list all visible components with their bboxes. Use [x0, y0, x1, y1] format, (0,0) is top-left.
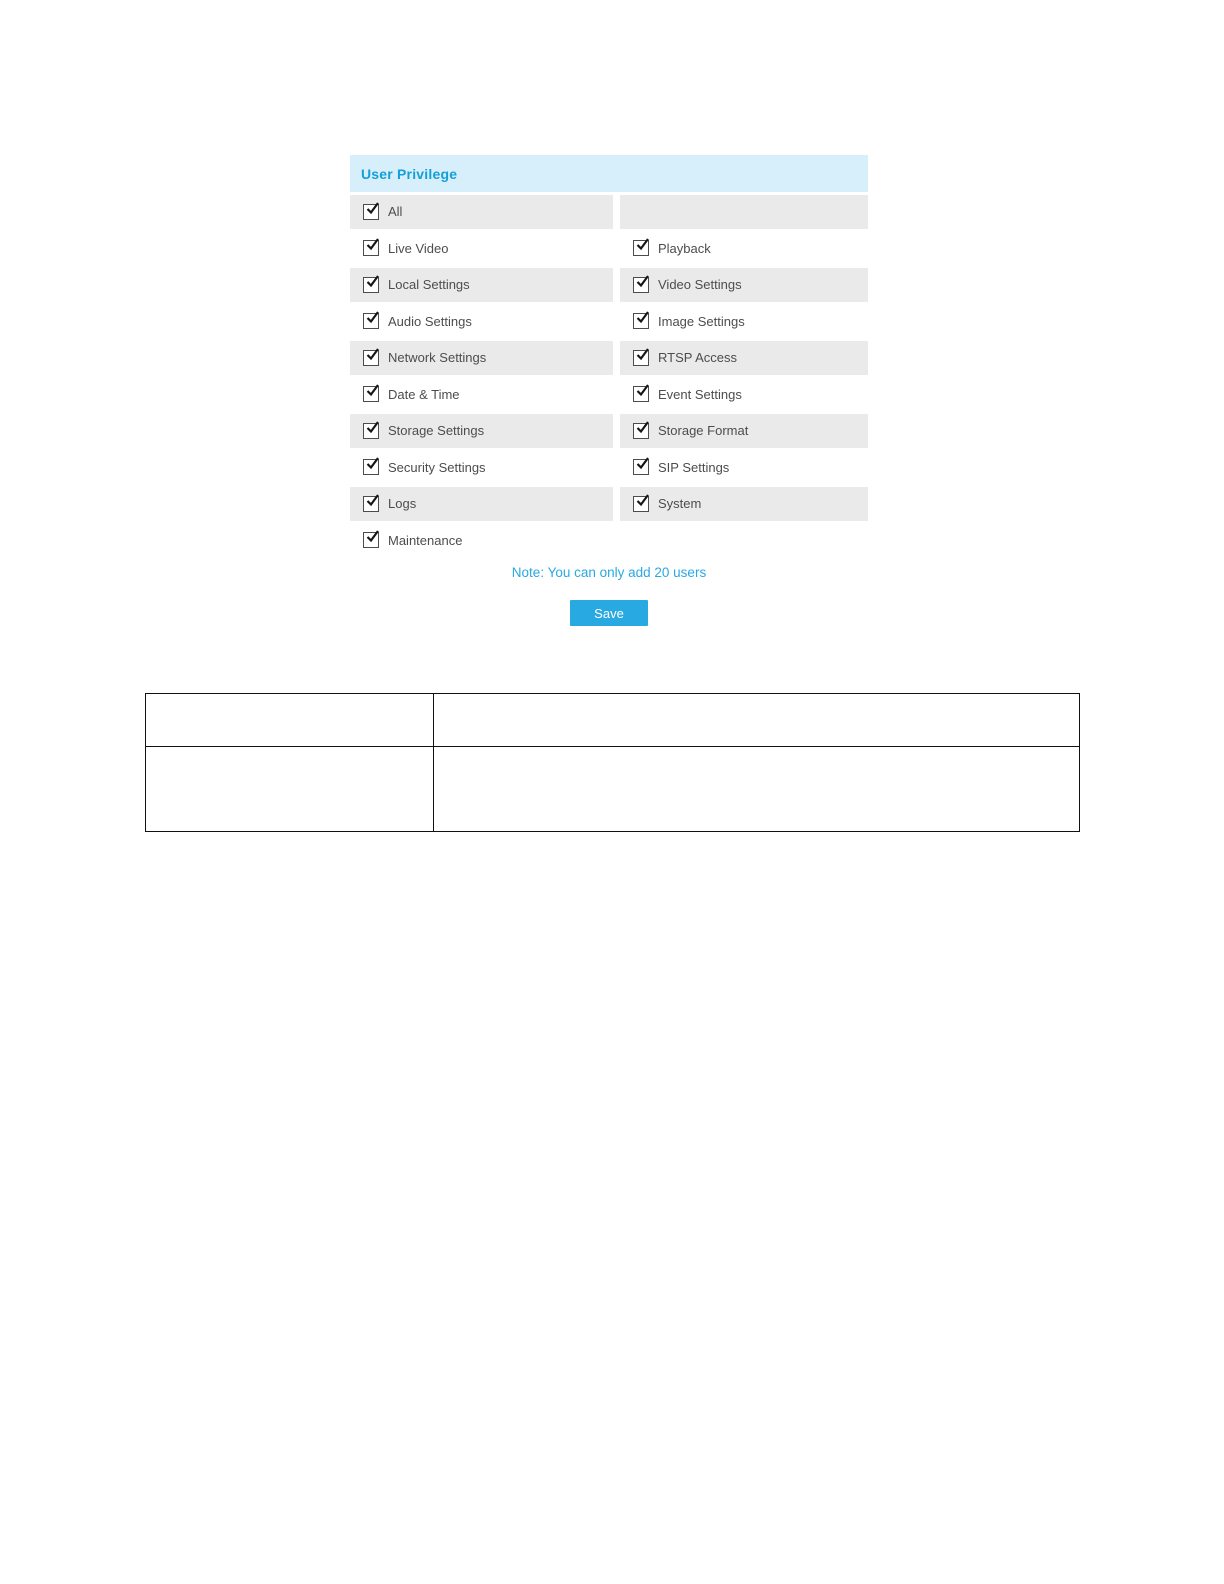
- panel-title: User Privilege: [361, 165, 458, 182]
- privilege-item-live-video: [350, 232, 613, 266]
- privilege-item-video-settings: [620, 268, 868, 302]
- privilege-item-network-settings: [350, 341, 613, 375]
- privilege-label: System: [658, 496, 702, 512]
- privilege-item-storage-settings: [350, 414, 613, 448]
- privilege-label: Playback: [658, 240, 711, 256]
- privilege-label: Date & Time: [388, 386, 460, 402]
- privilege-item-audio-settings: [350, 305, 613, 339]
- privilege-item-image-settings: [620, 305, 868, 339]
- checkbox-checked-icon[interactable]: [633, 386, 649, 402]
- checkbox-checked-icon[interactable]: [363, 459, 379, 475]
- user-privilege-panel: [350, 155, 868, 626]
- privilege-item-date-time: [350, 378, 613, 412]
- table-cell: [146, 694, 434, 747]
- privilege-label: Network Settings: [388, 350, 487, 366]
- privilege-item-maintenance: [350, 524, 613, 558]
- table-cell: [434, 747, 1080, 832]
- privilege-label: All: [388, 204, 403, 220]
- checkbox-checked-icon[interactable]: [363, 532, 379, 548]
- checkbox-checked-icon[interactable]: [633, 350, 649, 366]
- privilege-label: Event Settings: [658, 386, 742, 402]
- privilege-row: [350, 524, 868, 558]
- table-row: [146, 747, 1080, 832]
- checkbox-checked-icon[interactable]: [363, 386, 379, 402]
- privilege-row: [350, 341, 868, 375]
- privilege-item-sip-settings: [620, 451, 868, 485]
- privilege-label: Logs: [388, 496, 417, 512]
- checkbox-checked-icon[interactable]: [633, 423, 649, 439]
- checkbox-checked-icon[interactable]: [633, 313, 649, 329]
- privilege-label: Live Video: [388, 240, 449, 256]
- privilege-item-logs: [350, 487, 613, 521]
- privilege-item-empty: [620, 524, 868, 558]
- checkbox-checked-icon[interactable]: [633, 496, 649, 512]
- privilege-rows: [350, 195, 868, 557]
- privilege-label: Image Settings: [658, 313, 745, 329]
- table-cell: [434, 694, 1080, 747]
- note-text: Note: You can only add 20 users: [511, 565, 707, 580]
- privilege-item-event-settings: [620, 378, 868, 412]
- checkbox-checked-icon[interactable]: [633, 240, 649, 256]
- privilege-row: [350, 487, 868, 521]
- checkbox-checked-icon[interactable]: [363, 350, 379, 366]
- privilege-row: [350, 195, 868, 229]
- privilege-item-playback: [620, 232, 868, 266]
- privilege-label: Maintenance: [388, 532, 463, 548]
- privilege-row: [350, 378, 868, 412]
- privilege-label: Local Settings: [388, 277, 470, 293]
- checkbox-checked-icon[interactable]: [363, 240, 379, 256]
- info-table: [145, 693, 1080, 832]
- privilege-label: Video Settings: [658, 277, 742, 293]
- privilege-label: RTSP Access: [658, 350, 737, 366]
- checkbox-checked-icon[interactable]: [363, 313, 379, 329]
- checkbox-checked-icon[interactable]: [363, 277, 379, 293]
- privilege-item-local-settings: [350, 268, 613, 302]
- privilege-label: SIP Settings: [658, 459, 730, 475]
- privilege-label: Security Settings: [388, 459, 486, 475]
- privilege-item-storage-format: [620, 414, 868, 448]
- checkbox-checked-icon[interactable]: [363, 204, 379, 220]
- checkbox-checked-icon[interactable]: [363, 496, 379, 512]
- table-cell: [146, 747, 434, 832]
- privilege-item-all: [350, 195, 613, 229]
- privilege-item-rtsp-access: [620, 341, 868, 375]
- privilege-label: Storage Settings: [388, 423, 485, 439]
- privilege-label: Storage Format: [658, 423, 749, 439]
- privilege-item-empty: [620, 195, 868, 229]
- privilege-row: [350, 414, 868, 448]
- privilege-label: Audio Settings: [388, 313, 472, 329]
- privilege-row: [350, 232, 868, 266]
- checkbox-checked-icon[interactable]: [633, 459, 649, 475]
- checkbox-checked-icon[interactable]: [633, 277, 649, 293]
- privilege-row: [350, 451, 868, 485]
- panel-header: [350, 155, 868, 192]
- checkbox-checked-icon[interactable]: [363, 423, 379, 439]
- table-row: [146, 694, 1080, 747]
- save-button[interactable]: Save: [570, 600, 648, 626]
- privilege-item-security-settings: [350, 451, 613, 485]
- privilege-row: [350, 305, 868, 339]
- privilege-item-system: [620, 487, 868, 521]
- privilege-row: [350, 268, 868, 302]
